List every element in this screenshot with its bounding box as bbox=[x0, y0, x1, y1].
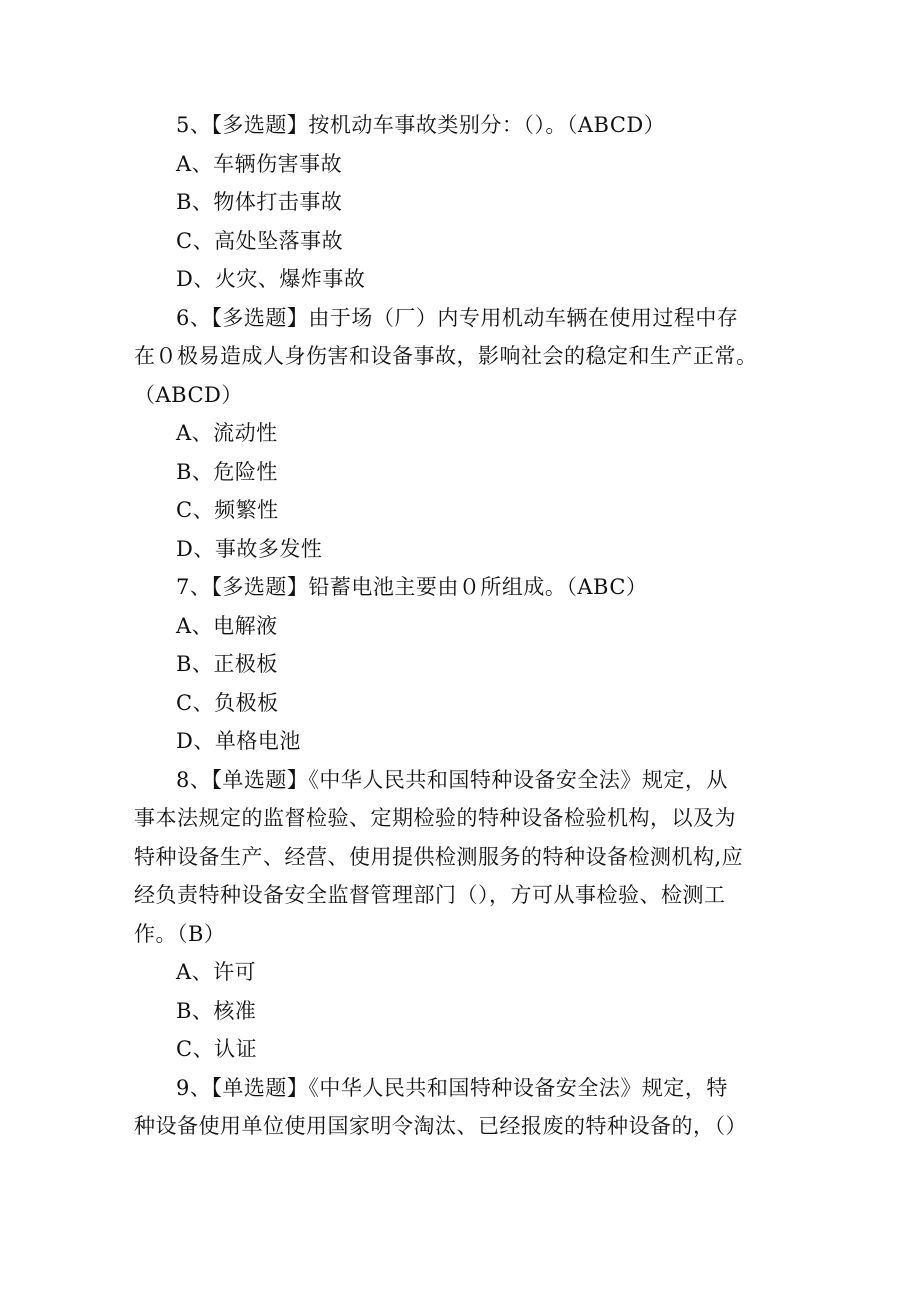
question-5-option-d: D、火灾、爆炸事故 bbox=[176, 267, 366, 291]
question-8-stem-line-2: 事本法规定的监督检验、定期检验的特种设备检验机构，以及为 bbox=[134, 806, 736, 830]
question-8-stem-line-3: 特种设备生产、经营、使用提供检测服务的特种设备检测机构,应 bbox=[134, 844, 744, 869]
question-8-stem-line-1: 8、【单选题】《中华人民共和国特种设备安全法》规定，从 bbox=[176, 767, 728, 792]
question-5-option-c: C、高处坠落事故 bbox=[176, 228, 344, 253]
question-7-stem: 7、【多选题】铅蓄电池主要由０所组成。（ABC） bbox=[176, 575, 648, 599]
question-list bbox=[134, 106, 794, 1146]
question-8-stem-line-5: 作。（B） bbox=[134, 921, 226, 946]
question-7-option-d: D、单格电池 bbox=[176, 729, 301, 753]
question-9-stem-line-2: 种设备使用单位使用国家明令淘汰、已经报废的特种设备的，（） bbox=[134, 1114, 747, 1138]
question-6-stem-line-2: 在０极易造成人身伤害和设备事故，影响社会的稳定和生产正常。 bbox=[134, 344, 758, 368]
question-7-option-c: C、负极板 bbox=[176, 690, 279, 715]
question-8-option-a: A、许可 bbox=[176, 960, 257, 984]
question-5-option-a: A、车辆伤害事故 bbox=[176, 151, 343, 176]
question-5-stem: 5、【多选题】按机动车事故类别分：（）。（ABCD） bbox=[176, 113, 666, 137]
question-9-stem-line-1: 9、【单选题】《中华人民共和国特种设备安全法》规定，特 bbox=[176, 1075, 728, 1100]
question-6-stem-line-1: 6、【多选题】由于场（厂）内专用机动车辆在使用过程中存 bbox=[176, 305, 739, 330]
question-6-option-d: D、事故多发性 bbox=[176, 536, 323, 561]
question-7-option-a: A、电解液 bbox=[176, 613, 278, 638]
question-6-option-a: A、流动性 bbox=[176, 421, 278, 445]
question-8-stem-line-4: 经负责特种设备安全监督管理部门（），方可从事检验、检测工 bbox=[134, 883, 726, 907]
question-5-option-b: B、物体打击事故 bbox=[176, 190, 343, 214]
question-6-answer: （ABCD） bbox=[134, 382, 243, 407]
question-8-option-c: C、认证 bbox=[176, 1037, 258, 1061]
question-8-option-b: B、核准 bbox=[176, 998, 257, 1023]
question-6-option-c: C、频繁性 bbox=[176, 498, 279, 522]
question-6-option-b: B、危险性 bbox=[176, 459, 278, 484]
question-7-option-b: B、正极板 bbox=[176, 652, 278, 676]
